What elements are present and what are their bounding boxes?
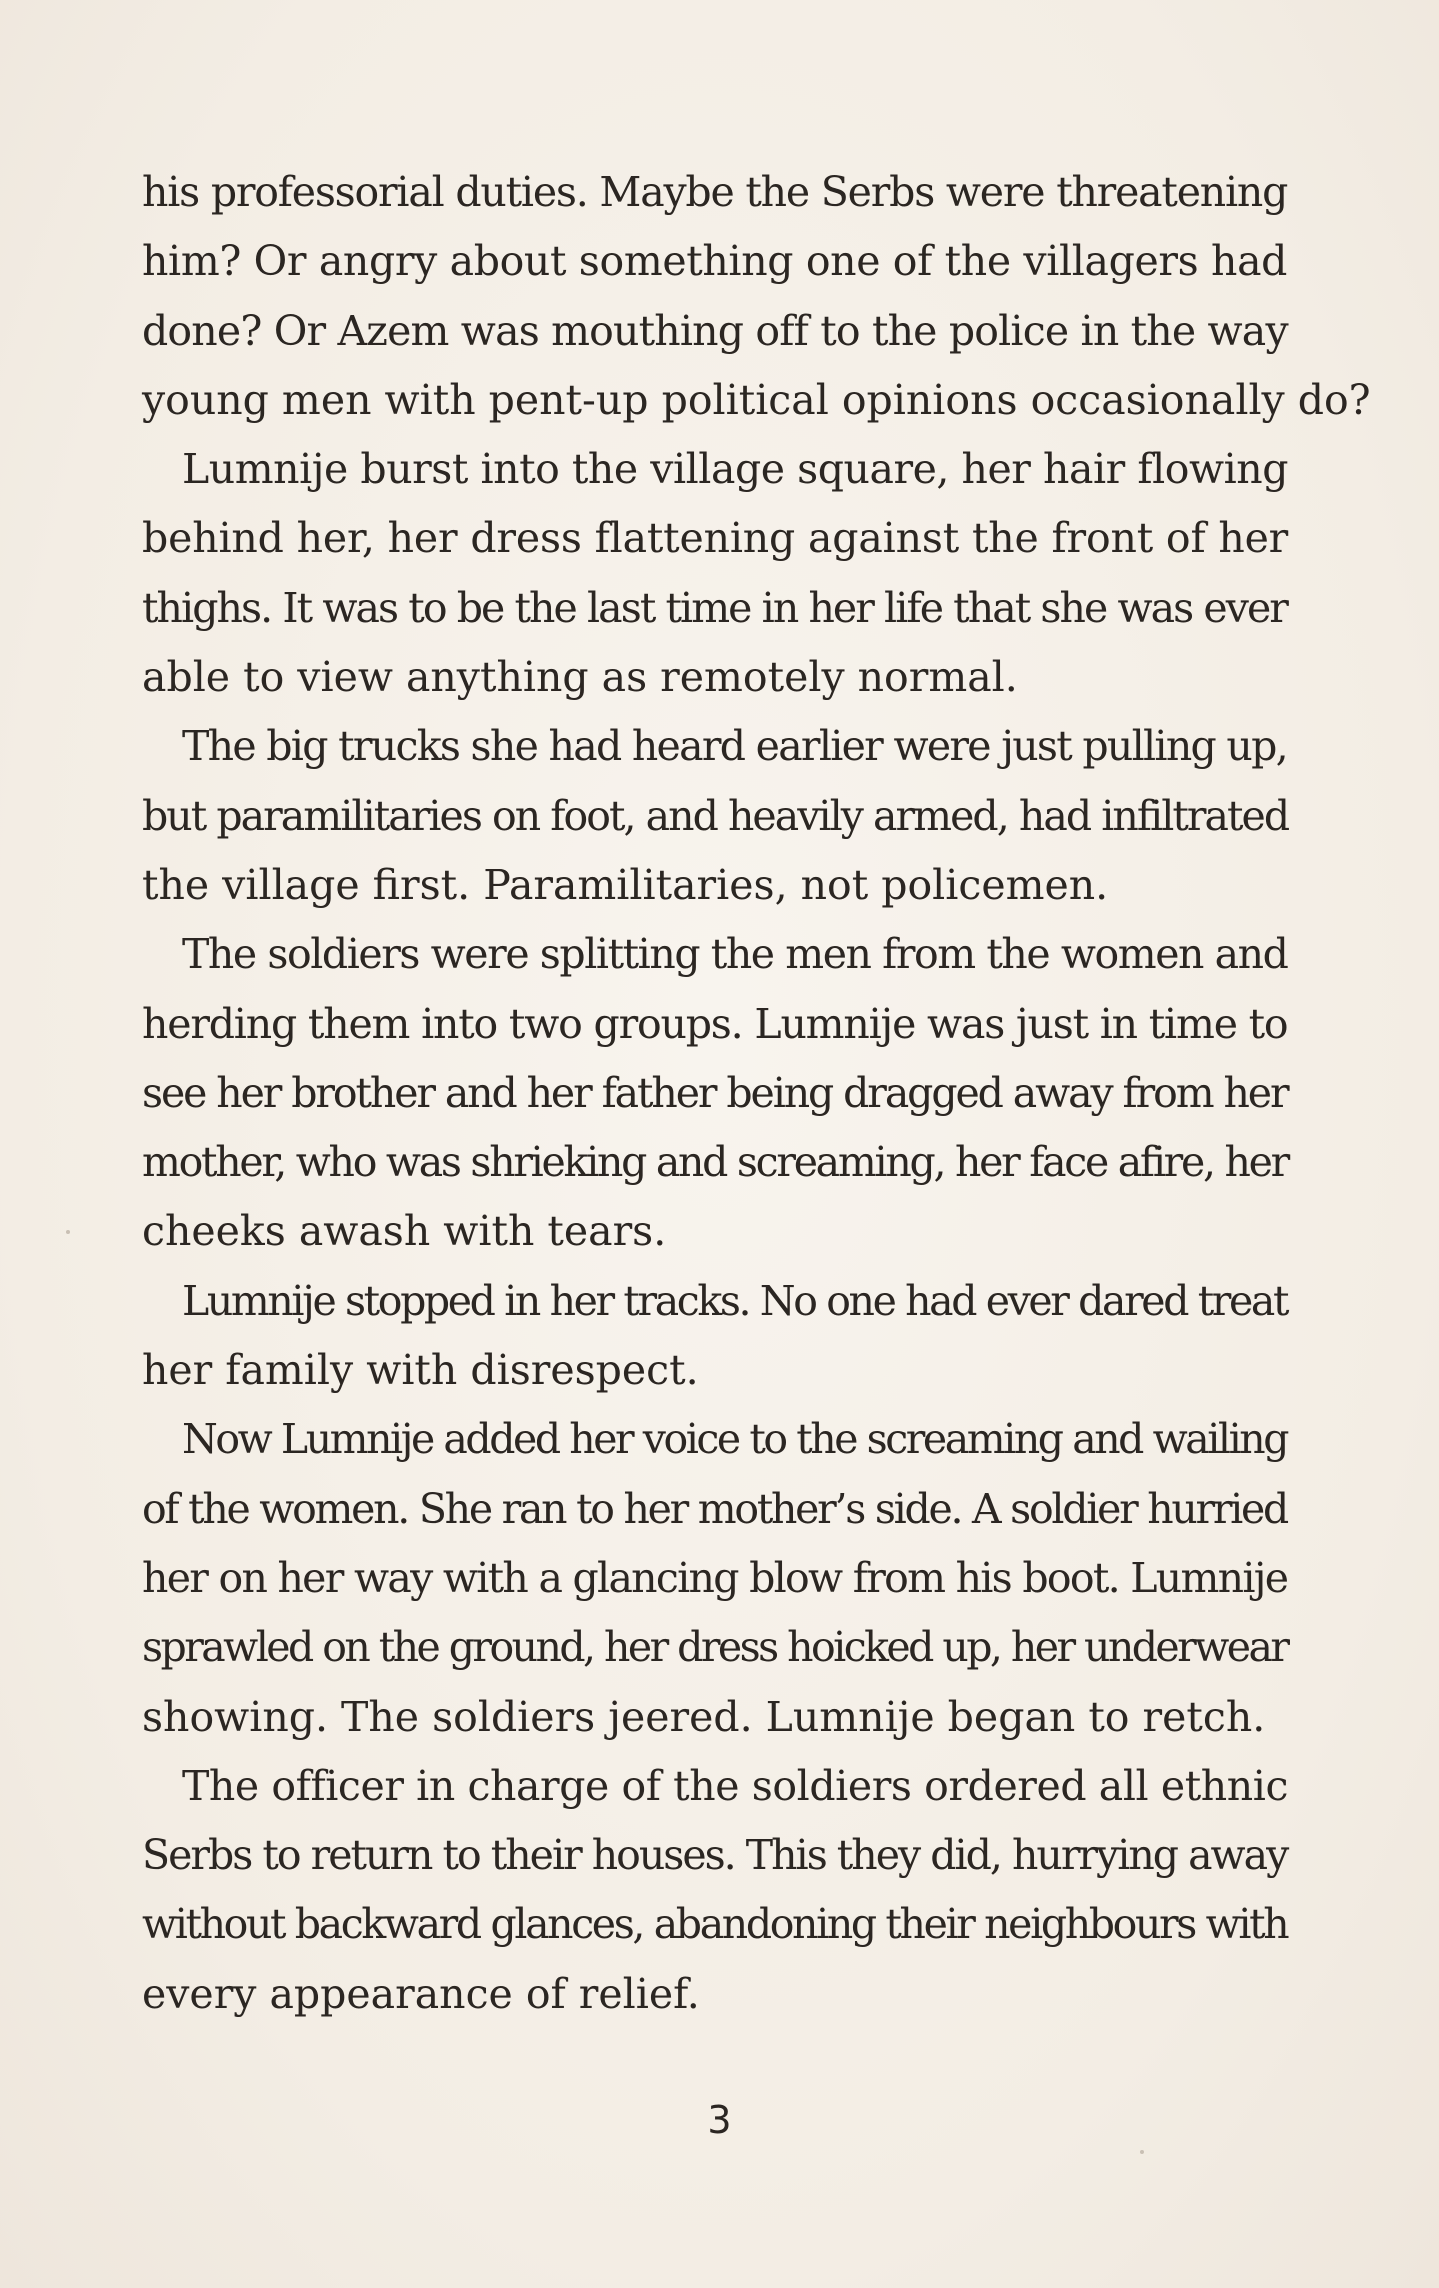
paper-speck <box>66 1230 70 1234</box>
text-line: The big trucks she had heard earlier were just pulling up, <box>182 722 1287 771</box>
text-line: but paramilitaries on foot, and heavily armed, had infiltrated <box>142 791 1289 840</box>
text-line: herding them into two groups. Lumnije was just in time to <box>142 999 1288 1048</box>
text-line: The soldiers were splitting the men from the women and <box>182 930 1288 979</box>
text-line: Lumnije stopped in her tracks. No one had ever dared treat <box>182 1276 1288 1325</box>
text-line: done? Or Azem was mouthing off to the police in the way <box>142 306 1288 355</box>
text-line: young men with pent-up political opinions occasionally do? <box>142 375 1371 424</box>
text-line: sprawled on the ground, her dress hoicked up, her underwear <box>142 1623 1288 1672</box>
text-line: mother, who was shrieking and screaming, her face afire, her <box>142 1138 1289 1187</box>
paragraph <box>142 1267 1287 1406</box>
text-line: every appearance of relief. <box>142 1969 700 2018</box>
body-text <box>142 158 1371 2029</box>
text-line: behind her, her dress flattening against the front of her <box>142 514 1289 563</box>
text-line: cheeks awash with tears. <box>142 1207 667 1256</box>
text-line: see her brother and her father being dragged away from her <box>142 1068 1288 1117</box>
text-line: of the women. She ran to her mother’s side. A soldier hurried <box>142 1484 1287 1533</box>
page-number: 3 <box>707 2098 732 2142</box>
text-line: showing. The soldiers jeered. Lumnije began to retch. <box>142 1692 1266 1741</box>
paper-speck <box>1140 2150 1144 2154</box>
text-line: The officer in charge of the soldiers ordered all ethnic <box>182 1761 1289 1810</box>
text-line: Serbs to return to their houses. This they did, hurrying away <box>142 1831 1288 1880</box>
text-line: his professorial duties. Maybe the Serbs were threatening <box>142 168 1288 216</box>
paragraph <box>142 1405 1287 1751</box>
text-line: without backward glances, abandoning their neighbours with <box>142 1900 1288 1949</box>
text-line: the village first. Paramilitaries, not policemen. <box>142 860 1109 909</box>
text-line: Now Lumnije added her voice to the screaming and wailing <box>182 1415 1287 1464</box>
text-line: able to view anything as remotely normal. <box>142 653 1018 702</box>
text-line: her on her way with a glancing blow from his boot. Lumnije <box>142 1553 1288 1602</box>
paragraph <box>142 920 1287 1266</box>
paragraph <box>142 712 1287 920</box>
text-line: Lumnije burst into the village square, her hair flowing <box>182 445 1289 494</box>
text-line: thighs. It was to be the last time in her life that she was ever <box>142 583 1287 632</box>
paragraph <box>142 435 1287 712</box>
paragraph <box>142 1752 1287 2029</box>
paragraph <box>142 158 1371 435</box>
text-line: her family with disrespect. <box>142 1346 699 1395</box>
text-line: him? Or angry about something one of the villagers had <box>142 237 1288 286</box>
